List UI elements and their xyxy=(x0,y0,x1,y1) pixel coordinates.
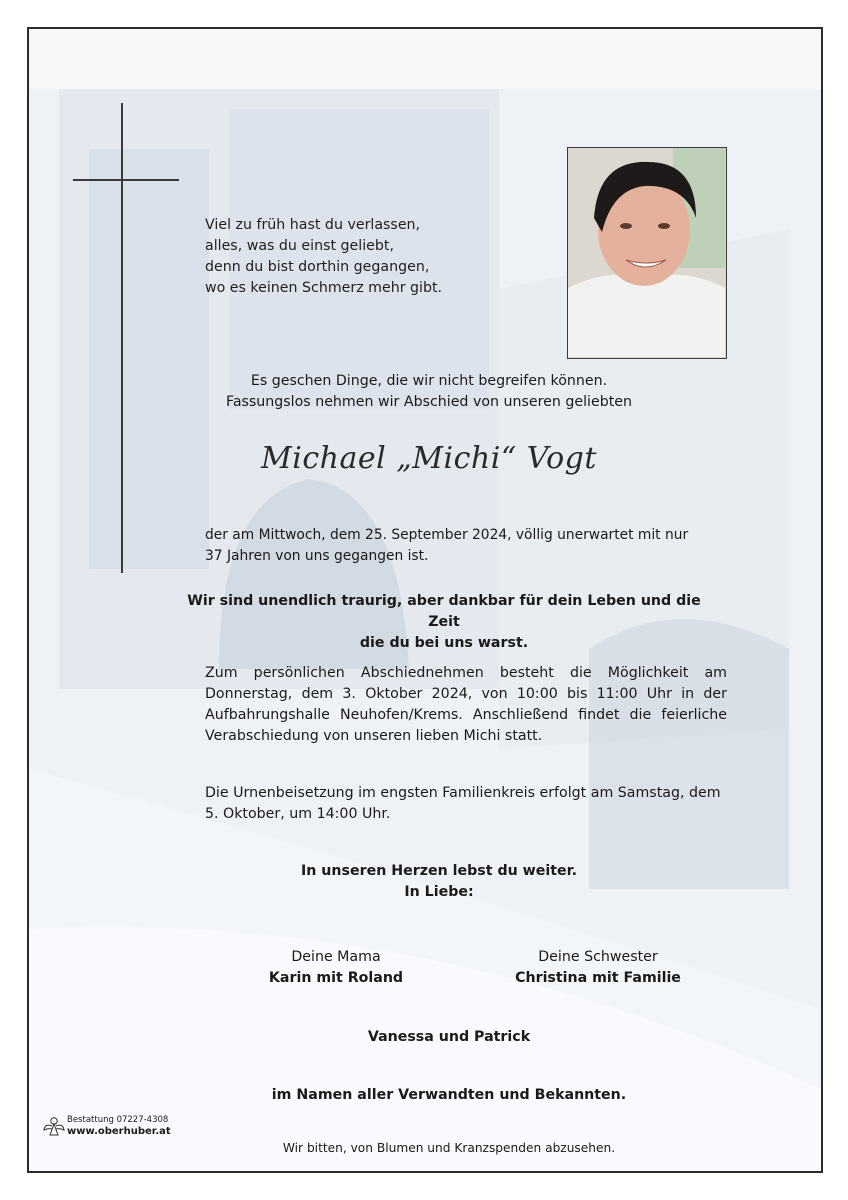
intro-line: Es geschen Dinge, die wir nicht begreifen können. xyxy=(250,373,608,389)
death-line: der am Mittwoch, dem 25. September 2024, völlig unerwartet mit nur xyxy=(205,527,689,543)
closing-lines xyxy=(269,861,609,903)
closing-line: In Liebe: xyxy=(404,884,474,900)
signature-names: Christina mit Familie xyxy=(515,970,681,986)
thanks-text xyxy=(179,591,709,654)
signature-mother xyxy=(216,947,456,989)
signature-role: Deine Schwester xyxy=(538,949,658,965)
portrait-photo xyxy=(567,147,727,359)
deceased-name: Michael „Michi“ Vogt xyxy=(261,441,597,476)
poem-line: denn du bist dorthin gegangen, xyxy=(205,259,430,275)
urn-line: Die Urnenbeisetzung im engsten Familienkreis erfolgt am Samstag, dem xyxy=(205,785,721,801)
logo-web-suffix: .at xyxy=(155,1126,171,1137)
flowers-request: Wir bitten, von Blumen und Kranzspenden abzusehen. xyxy=(282,1141,616,1155)
poem-line: Viel zu früh hast du verlassen, xyxy=(205,217,421,233)
closing-line: In unseren Herzen lebst du weiter. xyxy=(300,863,578,879)
thanks-line: die du bei uns warst. xyxy=(359,635,529,651)
intro-text xyxy=(179,371,679,413)
relatives-line: im Namen aller Verwandten und Bekannten. xyxy=(271,1087,627,1103)
logo-phone: Bestattung 07227-4308 xyxy=(67,1115,169,1125)
cross-vertical xyxy=(121,103,123,573)
death-notice xyxy=(205,525,725,567)
obituary-frame xyxy=(27,27,823,1173)
signature-role: Deine Mama xyxy=(291,949,381,965)
cross-horizontal xyxy=(73,179,179,181)
farewell-paragraph: Zum persönlichen Abschiednehmen besteht die Möglichkeit am Donnerstag, dem 3. Oktober 2024, von 10:00 bis 11:00 Uhr in der Aufbahrungshalle Neuhofen/Krems. Anschließend findet die feierliche Verabschiedung von unseren lieben Michi statt. xyxy=(205,665,727,744)
logo-website xyxy=(67,1126,171,1137)
death-line: 37 Jahren von uns gegangen ist. xyxy=(205,548,429,564)
angel-icon xyxy=(43,1115,65,1139)
signature-names: Karin mit Roland xyxy=(268,970,404,986)
poem xyxy=(205,215,505,299)
extra-names: Vanessa und Patrick xyxy=(367,1029,531,1045)
signature-sister xyxy=(478,947,718,989)
urn-line: 5. Oktober, um 14:00 Uhr. xyxy=(205,806,391,822)
logo-web-prefix: www. xyxy=(67,1126,98,1137)
poem-line: wo es keinen Schmerz mehr gibt. xyxy=(205,280,443,296)
logo-web-site: oberhuber xyxy=(97,1126,156,1137)
poem-line: alles, was du einst geliebt, xyxy=(205,238,394,254)
intro-line: Fassungslos nehmen wir Abschied von unseren geliebten xyxy=(225,394,633,410)
urn-burial-text xyxy=(205,783,735,825)
funeral-home-logo xyxy=(43,1115,183,1143)
thanks-line: Wir sind unendlich traurig, aber dankbar für dein Leben und die Zeit xyxy=(187,593,701,630)
